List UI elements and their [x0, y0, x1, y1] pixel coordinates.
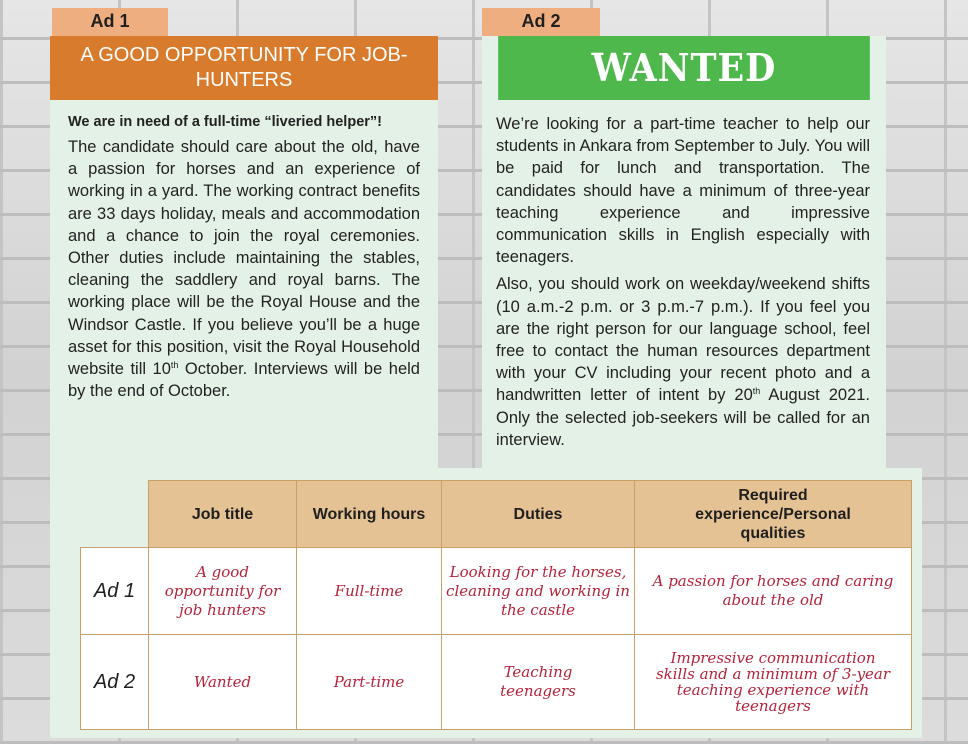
ad2-paragraph-1: We’re looking for a part-time teacher to help our students in Ankara from September to July. You will be paid for lunch and transportation. The candidates should have a minimum of three-year teaching experience and impressive communication skills in English especially with teenagers.	[496, 115, 870, 267]
ad1-body	[50, 100, 438, 402]
ad2-text: Also, you should work on weekday/weekend shifts (10 a.m.-2 p.m. or 3 p.m.-7 p.m.). If you feel you are the right person for our language school, feel free to contact the human resources department with your CV including your recent photo and a handwritten letter of intent by 20	[496, 275, 870, 405]
summary-table-panel	[50, 468, 922, 738]
ad2-ordinal-suffix: th	[752, 386, 761, 397]
header-duties: Duties	[442, 481, 635, 548]
ad1-text: The candidate should care about the old, have a passion for horses and an experience of working in a yard. The working contract benefits are 33 days holiday, meals and accommodation and a chance to join the royal ceremonies. Other duties include maintaining the stables, cleaning the saddlery and royal barns. The working place will be the Royal House and the Windsor Castle. If you believe you’ll be a huge asset for this position, visit the Royal Household website till 10	[68, 138, 420, 379]
header-working-hours: Working hours	[297, 481, 442, 548]
row-label-ad2: Ad 2	[81, 635, 149, 730]
header-required-experience: Required experience/Personal qualities	[635, 481, 912, 548]
cell-working-hours: Full-time	[297, 548, 442, 635]
ad1-tab-label: Ad 1	[52, 8, 168, 36]
ad2-panel	[482, 36, 886, 468]
ad1-panel	[50, 36, 438, 468]
ad2-title: WANTED	[498, 36, 870, 100]
cell-duties: Teaching teenagers	[442, 635, 635, 730]
ad1-text-end: October. Interviews will be held by the end of October.	[68, 360, 420, 401]
ad2-paragraph-2	[496, 273, 870, 451]
ad2-tab-label: Ad 2	[482, 8, 600, 36]
cell-required-experience: A passion for horses and caring about the old	[635, 548, 912, 635]
table-header-row	[81, 481, 912, 548]
table-row	[81, 635, 912, 730]
ad2-text-end: August 2021. Only the selected job-seekers will be called for an interview.	[496, 386, 871, 449]
cell-working-hours: Part-time	[297, 635, 442, 730]
cell-job-title: Wanted	[149, 635, 297, 730]
row-label-ad1: Ad 1	[81, 548, 149, 635]
ad1-lead-sentence: We are in need of a full-time “liveried helper”!	[68, 114, 382, 130]
summary-table	[80, 480, 912, 730]
cell-duties: Looking for the horses, cleaning and working in the castle	[442, 548, 635, 635]
cell-required-experience: Impressive communication skills and a minimum of 3-year teaching experience with teenagers	[635, 635, 912, 730]
table-corner-cell	[81, 481, 149, 548]
cell-job-title: A good opportunity for job hunters	[149, 548, 297, 635]
ad1-title: A GOOD OPPORTUNITY FOR JOB-HUNTERS	[50, 36, 438, 100]
table-row	[81, 548, 912, 635]
ad1-ordinal-suffix: th	[170, 360, 179, 371]
header-job-title: Job title	[149, 481, 297, 548]
ad2-body	[482, 100, 886, 451]
ad1-paragraph	[68, 136, 420, 402]
